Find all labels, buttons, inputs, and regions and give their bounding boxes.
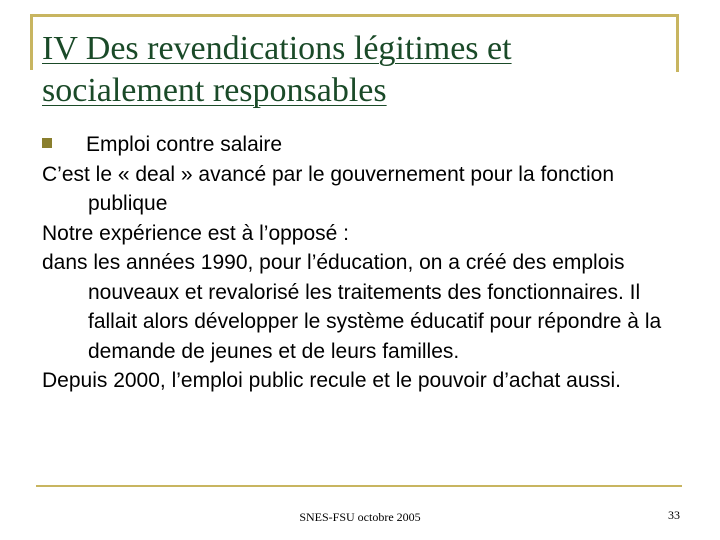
square-bullet-icon [42, 138, 52, 148]
title-line-1: IV Des revendications légitimes et [42, 30, 512, 67]
left-border-line [30, 14, 33, 70]
bottom-border-line [36, 485, 682, 487]
right-border-line [676, 14, 679, 72]
body-paragraph: Depuis 2000, l’emploi public recule et le pouvoir d’achat aussi. [42, 369, 621, 392]
body-paragraph: Notre expérience est à l’opposé : [42, 221, 350, 245]
body-paragraph: C’est le « deal » avancé par le gouvernement pour la fonction publique [42, 162, 615, 215]
slide-body [42, 130, 682, 396]
top-border-line [30, 14, 678, 17]
bullet-item [42, 130, 682, 160]
bullet-heading: Emploi contre salaire [86, 133, 283, 156]
slide-title [42, 28, 662, 112]
footer-text: SNES-FSU octobre 2005 [299, 510, 421, 524]
body-paragraph: dans les années 1990, pour l’éducation, on a créé des emplois nouveaux et revalorisé les traitements des fonctionnaires. Il fallait alors développer le système éducatif pour répondre à la demande de jeunes et de leurs familles. [42, 251, 662, 363]
page-number: 33 [668, 508, 680, 522]
title-line-2: socialement responsables [42, 72, 387, 109]
